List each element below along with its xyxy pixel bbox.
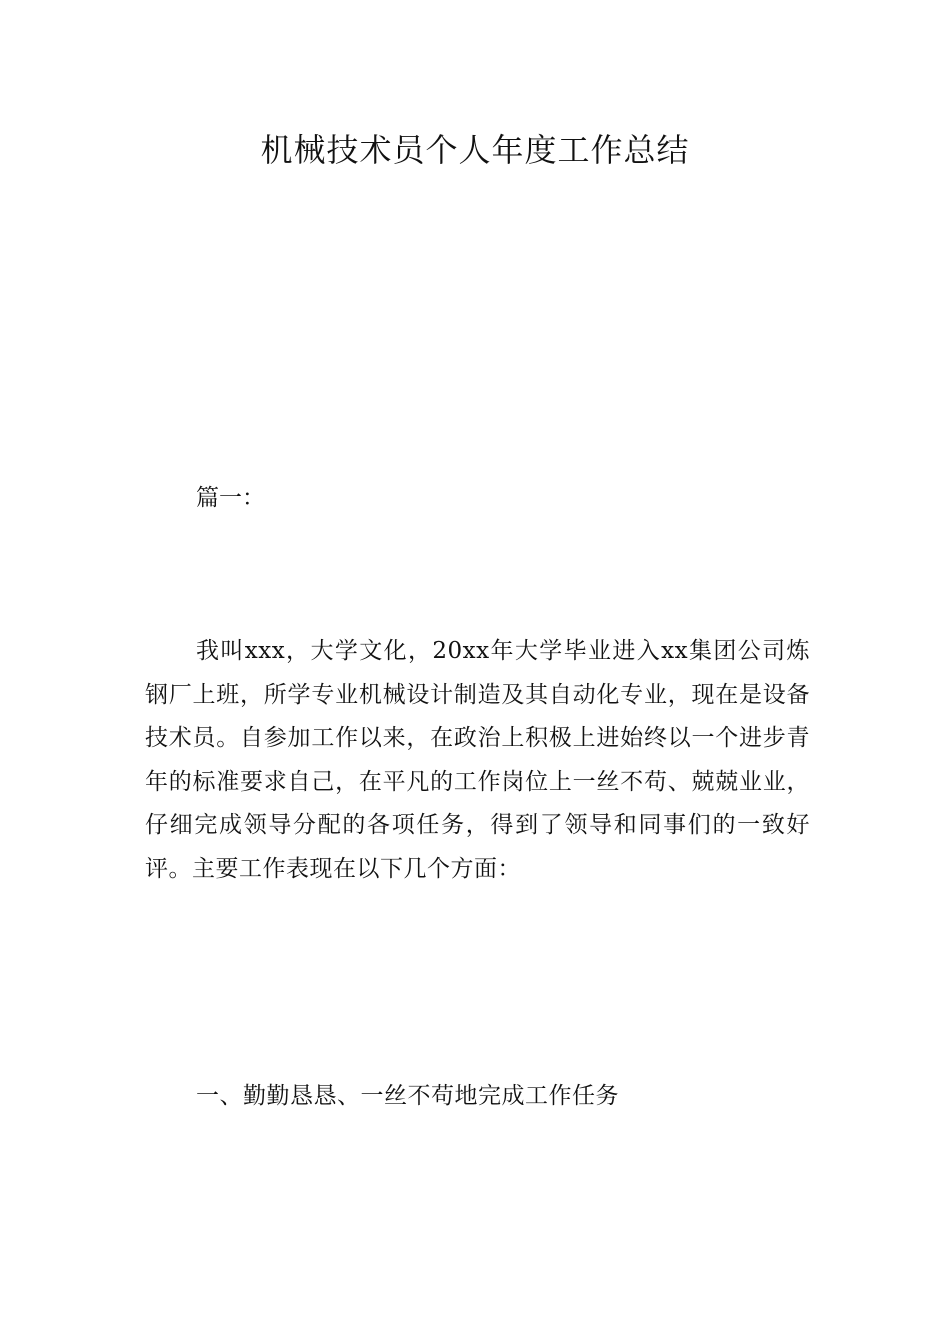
section-subheading: 一、勤勤恳恳、一丝不苟地完成工作任务 xyxy=(196,1083,619,1109)
document-title: 机械技术员个人年度工作总结 xyxy=(260,131,690,169)
body-paragraph: 我叫xxx，大学文化，20xx年大学毕业进入xx集团公司炼钢厂上班，所学专业机械设计制造及其自动化专业，现在是设备技术员。自参加工作以来，在政治上积极上进始终以一个进步青年的标准要求自己，在平凡的工作岗位上一丝不苟、兢兢业业，仔细完成领导分配的各项任务，得到了领导和同事们的一致好评。主要工作表现在以下几个方面： xyxy=(145,638,810,882)
section-label: 篇一： xyxy=(196,485,265,511)
